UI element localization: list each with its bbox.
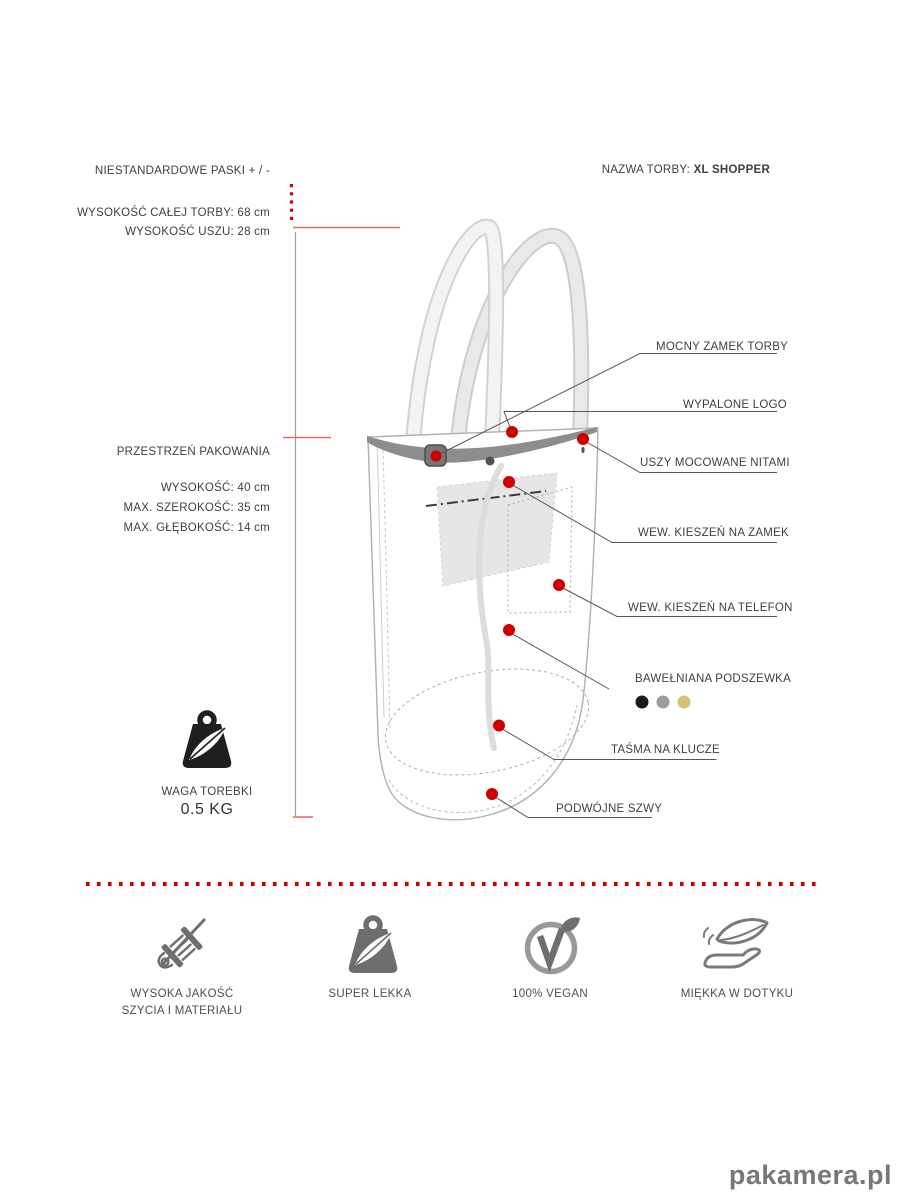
packing-width-measure: MAX. SZEROKOŚĆ: 35 cm [123,502,270,514]
burned-logo-mark [486,457,495,466]
rivet-mark [582,447,585,453]
bag-name-value: XL SHOPPER [693,164,770,176]
sewing-quality-icon [150,913,214,977]
weight-icon [175,708,239,772]
feature-caption-quality [72,986,292,1020]
callout-riveted-handles: USZY MOCOWANE NITAMI [640,457,790,469]
lining-swatch-black [636,696,649,709]
lightweight-icon [341,913,405,977]
handle-height-measure: WYSOKOŚĆ USZU: 28 cm [125,226,270,238]
marker-phone-pocket [553,579,565,591]
lining-color-swatches [636,696,691,709]
feature-caption-line: SUPER LEKKA [328,988,412,1000]
total-height-measure: WYSOKOŚĆ CAŁEJ TORBY: 68 cm [77,207,270,219]
feature-caption-line: MIĘKKA W DOTYKU [680,988,794,1000]
marker-zip-pocket [503,476,515,488]
vegan-icon [519,913,583,977]
callout-burned-logo: WYPALONE LOGO [683,399,788,411]
marker-key-strap [493,720,505,732]
bag-weight-value: 0.5 KG [180,801,234,818]
marker-double-seams [486,788,498,800]
marker-logo [506,426,518,438]
marker-lining [503,624,515,636]
callout-phone-pocket: WEW. KIESZEŃ NA TELEFON [628,602,793,614]
watermark-logo: pakamera.pl [728,1160,892,1190]
packing-height-measure: WYSOKOŚĆ: 40 cm [160,482,270,494]
feature-caption-line: WYSOKA JAKOŚĆ [130,988,234,1000]
soft-touch-icon [697,913,781,977]
marker-zipper [431,451,442,462]
bag-name-label: NAZWA TORBY: [601,164,691,176]
callout-strong-zipper: MOCNY ZAMEK TORBY [656,341,789,353]
bag-weight-label: WAGA TOREBKI [161,786,253,798]
callout-cotton-lining: BAWEŁNIANA PODSZEWKA [635,673,792,685]
packing-depth-measure: MAX. GŁĘBOKOŚĆ: 14 cm [123,522,270,534]
packing-space-title: PRZESTRZEŃ PAKOWANIA [116,446,270,458]
custom-straps-note: NIESTANDARDOWE PASKI + / - [94,165,270,177]
bag-name-title [602,164,770,176]
callout-key-strap: TAŚMA NA KLUCZE [611,744,720,756]
lining-swatch-gray [657,696,670,709]
callout-zip-pocket: WEW. KIESZEŃ NA ZAMEK [638,527,789,539]
marker-rivets [577,433,589,445]
lining-swatch-tan [678,696,691,709]
feature-caption-line: SZYCIA I MATERIAŁU [121,1005,243,1017]
feature-caption-soft [627,986,847,1003]
callout-double-seams: PODWÓJNE SZWY [556,803,663,815]
feature-caption-line: 100% VEGAN [512,988,588,1000]
